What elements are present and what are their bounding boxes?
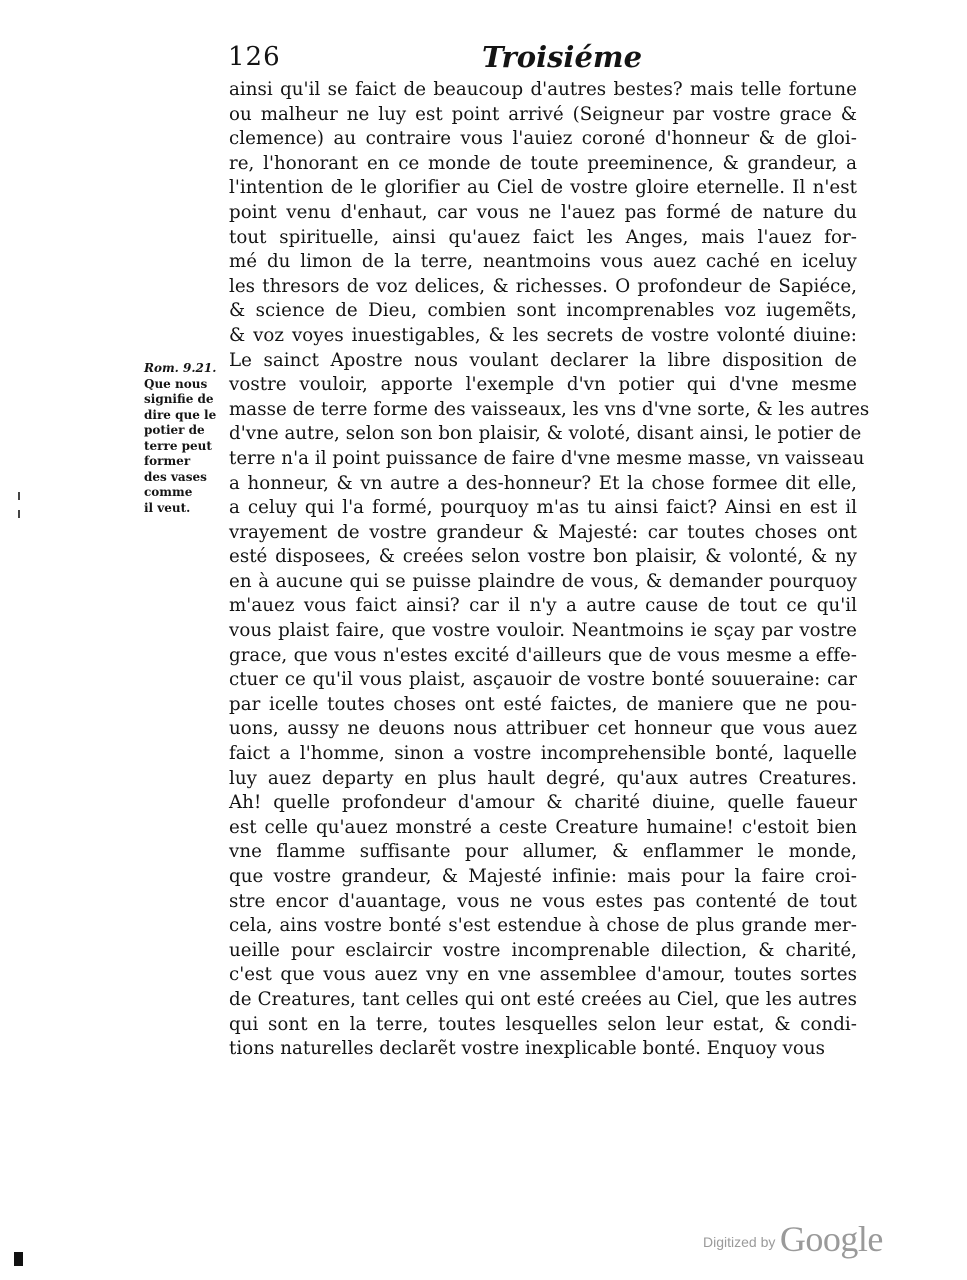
- scan-artifact: [18, 510, 20, 518]
- text-line: re, l'honorant en ce monde de toute preeminence, & grandeur, a: [229, 152, 857, 174]
- text-line: vne flamme suffisante pour allumer, & enflammer le monde,: [229, 841, 857, 863]
- page-number: 126: [228, 42, 281, 72]
- margin-note-line: il veut.: [144, 500, 191, 515]
- margin-note-line: signifie de: [144, 392, 214, 406]
- text-line: de Creatures, tant celles qui ont esté creées au Ciel, que les autres: [229, 988, 857, 1010]
- margin-note-reference: Rom. 9.21.: [144, 361, 217, 375]
- margin-note-line: Que nous: [144, 376, 208, 391]
- margin-note-line: terre peut: [144, 438, 212, 453]
- running-title: Troisiéme: [482, 40, 643, 74]
- margin-note-line: dire que le: [144, 407, 217, 422]
- margin-note-line: former: [144, 454, 191, 468]
- text-line: par icelle toutes choses ont esté faictes, de maniere que ne pou-: [229, 693, 857, 715]
- text-line: uons, aussy ne deuons nous attribuer cet honneur que vous auez: [229, 718, 857, 740]
- text-line: est celle qu'auez monstré a ceste Creature humaine! c'estoit bien: [229, 816, 857, 838]
- text-line: d'vne autre, selon son bon plaisir, & voloté, disant ainsi, le potier de: [229, 423, 862, 445]
- text-line: ueille pour esclaircir vostre incomprenable dilection, & charité,: [229, 939, 857, 961]
- text-line: Ah! quelle profondeur d'amour & charité diuine, quelle faueur: [229, 792, 857, 814]
- text-line: & voz voyes inuestigables, & les secrets de vostre volonté diuine:: [229, 324, 857, 346]
- body-text: [229, 78, 870, 1062]
- margin-note-line: potier de: [144, 423, 205, 437]
- text-line: terre n'a il point puissance de faire d'vne mesme masse, vn vaisseau: [229, 447, 865, 469]
- text-line: vrayement de vostre grandeur & Majesté: car toutes choses ont: [229, 521, 857, 543]
- text-line: esté disposees, & creées selon vostre bon plaisir, & volonté, & ny: [229, 546, 857, 568]
- scan-corner-mark: [14, 1252, 23, 1266]
- text-line: c'est que vous auez vny en vne assemblee d'amour, toutes sortes: [229, 964, 857, 986]
- text-line: ainsi qu'il se faict de beaucoup d'autres bestes? mais telle fortune: [229, 79, 857, 100]
- digitized-watermark: [703, 1218, 883, 1260]
- margin-note: [144, 361, 220, 516]
- text-line: faict a l'homme, sinon a vostre incomprehensible bonté, laquelle: [229, 743, 857, 765]
- text-line: vous plaist faire, que vostre vouloir. Neantmoins ie sçay par vostre: [229, 620, 857, 642]
- text-line: point venu d'enhaut, car vous ne l'auez pas formé de nature du: [229, 201, 857, 223]
- text-line: luy auez departy en plus hault degré, qu'aux autres Creatures.: [229, 767, 857, 789]
- margin-note-line: des vases: [144, 469, 207, 484]
- text-line: grace, que vous n'estes excité d'ailleurs que de vous mesme a effe-: [229, 644, 857, 666]
- margin-note-line: comme: [144, 485, 193, 499]
- text-line: ctuer ce qu'il vous plaist, asçauoir de vostre bonté souueraine: car: [229, 669, 857, 691]
- text-line: l'intention de le glorifier au Ciel de vostre gloire eternelle. Il n'est: [229, 177, 857, 199]
- text-line: Le sainct Apostre nous voulant declarer la libre disposition de: [229, 349, 857, 371]
- text-line: a honneur, & vn autre a des-honneur? Et la chose formee dit elle,: [229, 472, 857, 494]
- text-line: a celuy qui l'a formé, pourquoy m'as tu ainsi faict? Ainsi en est il: [229, 497, 857, 519]
- text-line: mé du limon de la terre, neantmoins vous auez caché en iceluy: [229, 251, 857, 273]
- text-line: stre encor d'auantage, vous ne vous estes pas contenté de tout: [229, 890, 857, 912]
- text-line: ou malheur ne luy est point arrivé (Seigneur par vostre grace &: [229, 103, 857, 125]
- text-line: en à aucune qui se puisse plaindre de vous, & demander pourquoy: [229, 570, 857, 592]
- text-line: que vostre grandeur, & Majesté infinie: mais pour la faire croi-: [229, 866, 857, 887]
- text-line: cela, ains vostre bonté s'est estendue à chose de plus grande mer-: [229, 915, 857, 937]
- text-line: masse de terre forme des vaisseaux, les vns d'vne sorte, & les autres: [229, 398, 870, 420]
- google-logo: Google: [779, 1219, 883, 1259]
- text-line: clemence) au contraire vous l'auiez coroné d'honneur & de gloi-: [229, 128, 857, 150]
- text-line: qui sont en la terre, toutes lesquelles selon leur estat, & condi-: [229, 1013, 857, 1035]
- text-line: vostre vouloir, apporte l'exemple d'vn potier qui d'vne mesme: [229, 374, 857, 396]
- text-line: & science de Dieu, combien sont incomprenables voz iugemẽts,: [229, 300, 857, 322]
- text-line: tions naturelles declarẽt vostre inexplicable bonté. Enquoy vous: [229, 1038, 825, 1060]
- watermark-prefix: Digitized by: [703, 1234, 776, 1250]
- text-line: tout spirituelle, ainsi qu'auez faict les Anges, mais l'auez for-: [229, 226, 857, 248]
- text-line: les thresors de voz delices, & richesses. O profondeur de Sapiéce,: [229, 275, 857, 297]
- text-line: m'auez vous faict ainsi? car il n'y a autre cause de tout ce qu'il: [229, 595, 857, 617]
- scan-artifact: [18, 492, 20, 500]
